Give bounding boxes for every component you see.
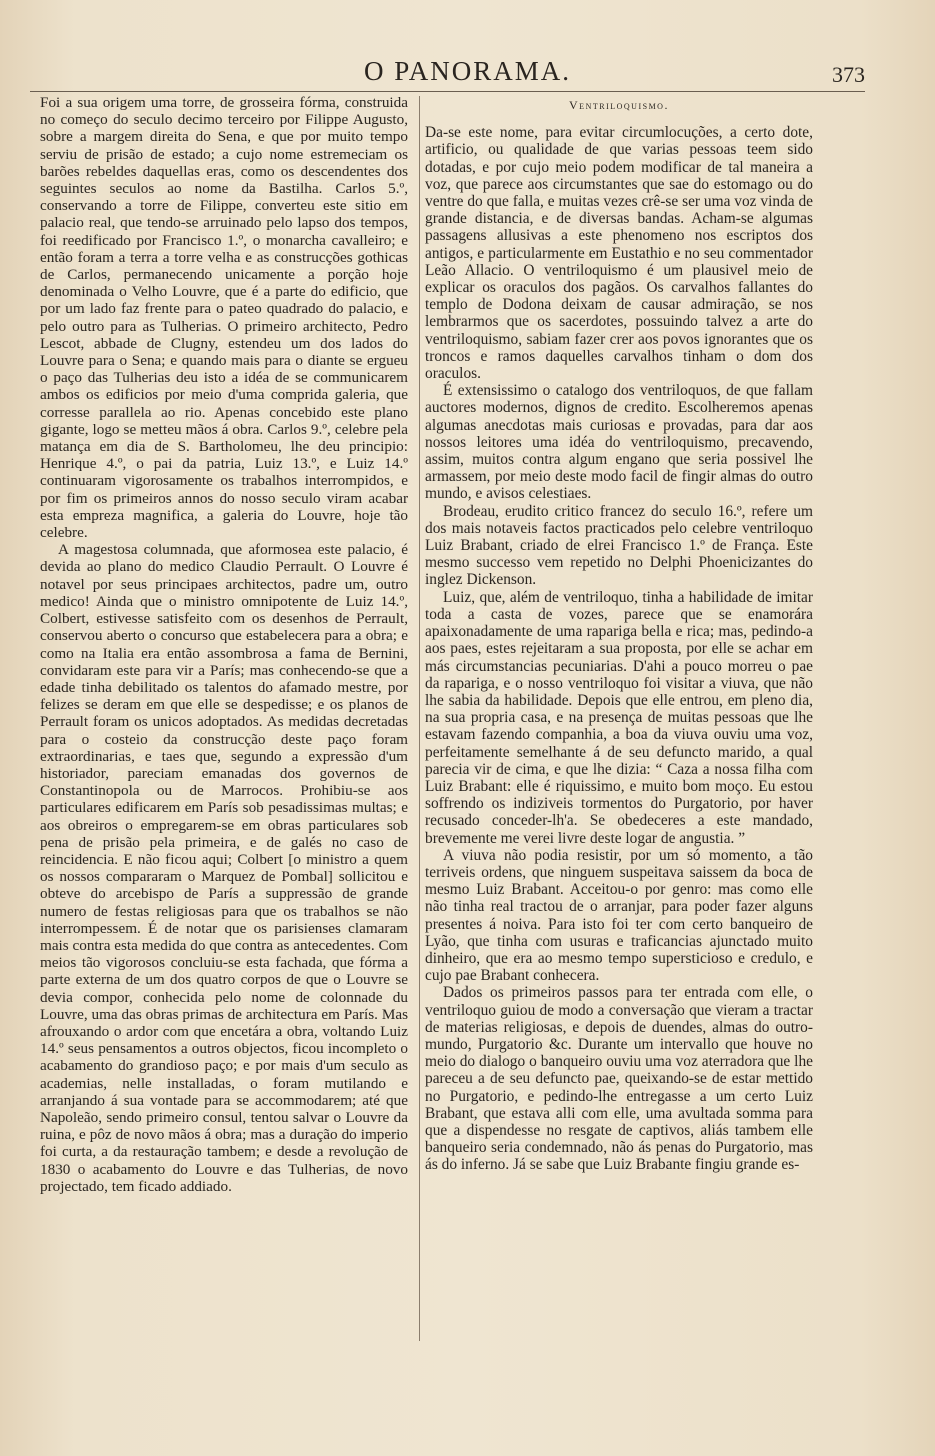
page-number: 373 (832, 62, 865, 87)
article-heading: Ventriloquismo. (569, 98, 669, 112)
column-divider (419, 96, 420, 1341)
page-title: O PANORAMA. (363, 56, 572, 86)
left-paragraph-1: Foi a sua origem uma torre, de grosseira fórma, construida no começo do seculo decimo terceiro por Filippe Augusto, sobre a margem direita do Sena, e que por muito tempo serviu de prisão de estado; a cujo nome estremeciam os barões rebeldes daquellas eras, como os descendentes dos seguintes seculos ao nome da Bastilha. Carlos 5.º, conservando a torre de Filippe, converteu este sitio em palacio real, que tendo-se arruinado pelo lapso dos tempos, foi reedificado por Francisco 1.º, o monarcha cavalleiro; e então foram a terra a torre velha e as construcções gothicas de Carlos, permanecendo unicamente a porção hoje denominada o Velho Louvre, que é a parte do edificio, que por um lado faz frente para o pateo quadrado do palacio, e pelo outro para as Tulherias. O primeiro architecto, Pedro Lescot, abbade de Clugny, estendeu um dos lados do Louvre para o Sena; e quando mais para o diante se ergueu o paço das Tulherias deu isto a idéa de se communicarem ambos os edificios por meio d'uma comprida galeria, que corresse parallela ao rio. Apenas concebido este plano gigante, logo se metteu mãos á obra. Carlos 9.º, celebre pela matança em dia de S. Bartholomeu, lhe deu principio: Henrique 4.º, o pai da patria, Luiz 13.º, e Luiz 14.º continuaram vigorosamente os trabalhos interrompidos, e por fim os primeiros annos do nosso seculo viram acabar esta empreza magnifica, a galeria do Louvre, hoje tão celebre. (40, 94, 408, 542)
page-header (0, 54, 935, 94)
right-paragraph-2: É extensissimo o catalogo dos ventriloquos, de que fallam auctores modernos, dignos de credito. Escolheremos apenas algumas anecdotas mais curiosas e provadas, para dar aos nossos leitores uma idéa do ventriloquismo, precavendo, assim, muitos contra algum engano que seria possivel lhe armassem, por meio deste modo facil de fingir almas do outro mundo, e avisos celestiaes. (425, 382, 813, 503)
left-paragraph-2: A magestosa columnada, que aformosea este palacio, é devida ao plano do medico Claudio Perrault. O Louvre é notavel por seus principaes architectos, padre um, outro medico! Ainda que o ministro omnipotente de Luiz 14.º, Colbert, estivesse satisfeito com os desenhos de Perrault, conservou aberto o concurso que estabelecera para a obra; e como na Italia era então assombrosa a fama de Bernini, convidaram este para vir a París; mas conhecendo-se que a edade tinha debilitado os talentos do afamado mestre, por felizes se deram em que elle se despedisse; e os planos de Perrault foram os unicos adoptados. As medidas decretadas para o costeio da construcção deste paço foram extraordinarias, e taes que, segundo a expressão d'um historiador, pareciam emanadas dos governos de Constantinopola ou de Marrocos. Prohibiu-se aos particulares edificarem em París sob pesadissimas multas; e aos obreiros o empregarem-se em obras particulares sob pena de prisão pela primeira, e de galés no caso de reincidencia. E não ficou aqui; Colbert [o ministro a quem os nossos compararam o Marquez de Pombal] sollicitou e obteve do arcebispo de París a suppressão de grande numero de festas religiosas para que os trabalhos se não interrompessem. É de notar que os parisienses clamaram mais contra esta medida do que contra as antecedentes. Com meios tão vigorosos concluiu-se esta fachada, que fórma a parte externa de um dos quatro corpos de que o Louvre se devia compor, conhecida pelo nome de colonnade du Louvre, uma das obras primas de architectura em París. Mas afrouxando o ardor com que encetára a obra, voltando Luiz 14.º seus pensamentos a outros objectos, ficou incompleto o acabamento do grandioso paço; e por mais d'um seculo as academias, nelle installadas, o foram mutilando e arranjando á sua vontade para se accommodarem; até que Napoleão, sendo primeiro consul, tentou salvar o Louvre da ruina, e pôz de novo mãos á obra; mas a duração do imperio foi curta, a da restauração tambem; e desde a revolução de 1830 o acabamento do Louvre e das Tulherias, de novo projectado, tem ficado addiado. (40, 541, 408, 1195)
right-paragraph-3: Brodeau, erudito critico francez do seculo 16.º, refere um dos mais notaveis factos practicados pelo celebre ventriloquo Luiz Brabant, criado de elrei Francisco 1.º de França. Este mesmo successo vem repetido no Delphi Phoenicizantes do inglez Dickenson. (425, 502, 813, 589)
right-paragraph-4: Luiz, que, além de ventriloquo, tinha a habilidade de imitar toda a casta de vozes, parece que se enamorára apaixonadamente de uma rapariga bella e rica; mas, pedindo-a aos paes, estes rejeitaram a sua proposta, por elle se achar em más circumstancias pecuniarias. D'ahi a pouco morreu o pae da rapariga, e o nosso ventriloquo foi visitar a viuva, que não lhe sabia da habilidade. Depois que elle entrou, em pleno dia, na sua propria casa, e na presença de muitas pessoas que lhe estavam fazendo companhia, a boa da viuva ouviu uma voz, perfeitamente semelhante á de seu defuncto marido, a qual parecia vir de cima, e que lhe dizia: “ Caza a nossa filha com Luiz Brabant: elle é riquissimo, e muito bom moço. Eu estou soffrendo os indiziveis tormentos do Purgatorio, por haver recusado conceder-lh'a. Se obedeceres a este mandado, brevemente me verei livre deste logar de angustia. ” (425, 588, 813, 847)
right-paragraph-5: A viuva não podia resistir, por um só momento, a tão terriveis ordens, que ninguem suspeitava saissem da boca de mesmo Luiz Brabant. Acceitou-o por genro: mas como elle não tinha real tractou de o arranjar, para poder fazer alguns presentes á noiva. Para isto foi ter com certo banqueiro de Lyão, que tinha com usuras e traficancias ajunctado muito dinheiro, que era ao mesmo tempo supersticioso e credulo, e cujo pae Brabant conhecera. (425, 846, 813, 985)
right-paragraph-1: Da-se este nome, para evitar circumlocuções, a certo dote, artificio, ou qualidade de que varias pessoas teem sido dotadas, e por cujo meio podem modificar de tal maneira a voz, que parece aos circumstantes que sae do estomago ou do ventre do que falla, e muitas vezes crê-se ser uma voz vinda de grande distancia, e de diversas bandas. Acham-se algumas passagens allusivas a este phenomeno nos escriptos dos antigos, e particularmente em Eustathio e no seu commentador Leão Allacio. O ventriloquismo é um plausivel meio de explicar os oraculos dos pagãos. Os carvalhos fallantes do templo de Dodona deixam de causar admiração, se nos lembrarmos que os sacerdotes, possuindo talvez a arte do ventriloquismo, sabiam fazer crer aos povos ignorantes que os troncos e ramos daquelles carvalhos tinham o dom dos oraculos. (425, 124, 813, 383)
right-column (425, 97, 813, 1174)
right-paragraph-6: Dados os primeiros passos para ter entrada com elle, o ventriloquo guiou de modo a conversação que vieram a tractar de materias religiosas, e depois de duendes, almas do outro-mundo, Purgatorio &c. Durante um intervallo que houve no meio do dialogo o banqueiro ouviu uma voz aterradora que lhe pareceu a de seu defuncto pae, queixando-se de estar mettido no Purgatorio, e pedindo-lhe entregasse a um certo Luiz Brabant, que estava alli com elle, uma avultada somma para que a dispendesse no resgate de captivos, aliás tambem elle banqueiro seria condemnado, não ás penas do Purgatorio, mas ás do inferno. Já se sabe que Luiz Brabante fingiu grande es- (425, 984, 813, 1174)
header-rule (30, 91, 865, 92)
left-column (40, 94, 408, 1195)
